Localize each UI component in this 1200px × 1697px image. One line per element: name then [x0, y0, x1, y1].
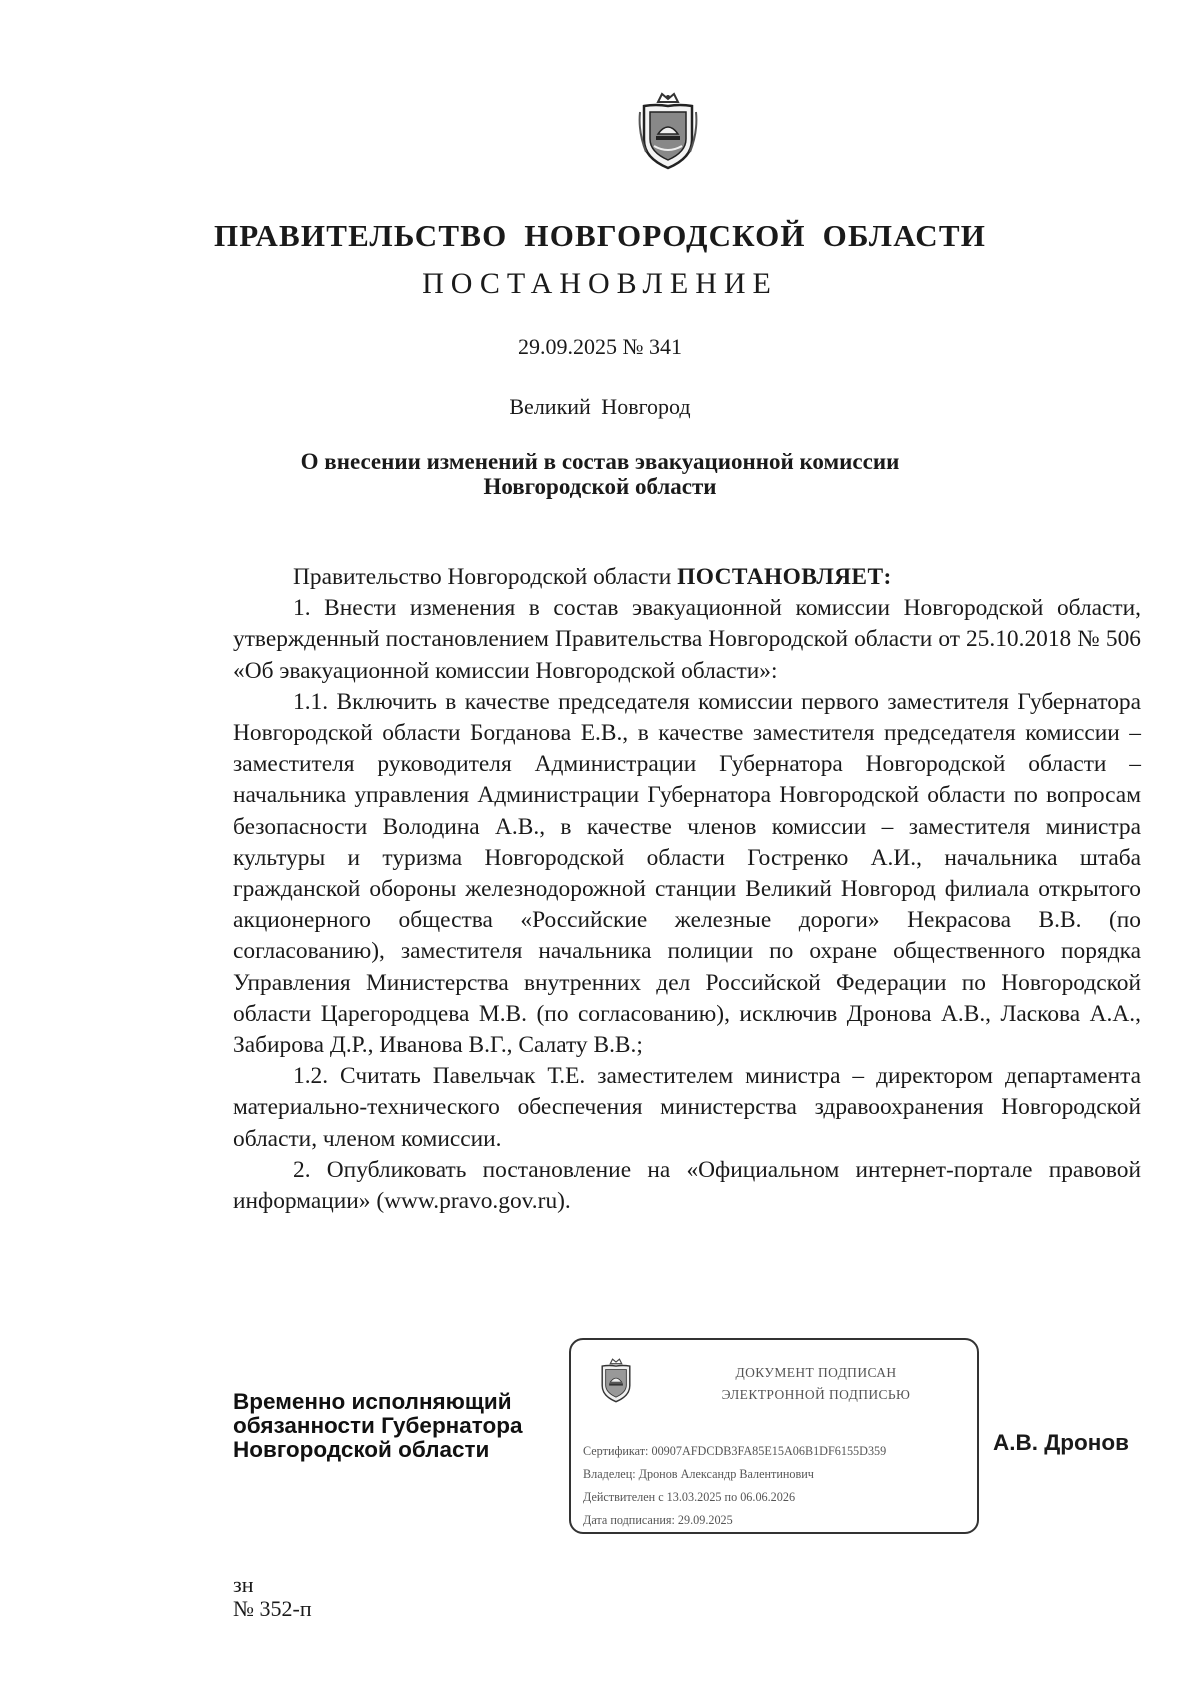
- signer-position-line: Новгородской области: [233, 1437, 490, 1462]
- document-title: [0, 449, 1200, 499]
- electronic-signature-stamp: [569, 1338, 979, 1534]
- paragraph-1: 1. Внести изменения в состав эвакуационной комиссии Новгородской области, утвержденный постановлением Правительства Новгородской области от 25.10.2018 № 506 «Об эвакуационной комиссии Новгородской области»:: [233, 595, 1141, 684]
- stamp-header-line: ДОКУМЕНТ ПОДПИСАН: [735, 1365, 897, 1380]
- decree-prefix: Правительство Новгородской области: [293, 564, 678, 590]
- stamp-header: [671, 1362, 961, 1406]
- internal-number: № 352-п: [233, 1596, 312, 1621]
- signer-name: А.В. Дронов: [993, 1430, 1129, 1455]
- document-city: Великий Новгород: [509, 394, 691, 419]
- document-title-line: О внесении изменений в состав эвакуационной комиссии: [300, 449, 900, 474]
- stamp-details: [583, 1440, 975, 1532]
- signer-position-line: Временно исполняющий: [233, 1389, 512, 1414]
- stamp-signed-date: Дата подписания: 29.09.2025: [583, 1513, 733, 1527]
- organization-heading: ПРАВИТЕЛЬСТВО НОВГОРОДСКОЙ ОБЛАСТИ: [213, 218, 987, 253]
- paragraph-1-1: 1.1. Включить в качестве председателя комиссии первого заместителя Губернатора Новгородской области Богданова Е.В., в качестве заместителя председателя комиссии – заместителя руководителя Администрации Губернатора Новгородской области – начальника управления Администрации Губернатора Новгородской области по вопросам безопасности Володина А.В., в качестве членов комиссии – заместителя министра культуры и туризма Новгородской области Гостренко А.И., начальника штаба гражданской обороны железнодорожной станции Великий Новгород филиала открытого акционерного общества «Российские железные дороги» Некрасова В.В. (по согласованию), заместителя начальника полиции по охране общественного порядка Управления Министерства внутренних дел Российской Федерации по Новгородской области Царегородцева М.В. (по согласованию), исключив Дронова А.В., Ласкова А.А., Забирова Д.Р., Иванова В.Г., Салату В.В.;: [233, 688, 1141, 1059]
- region-coat-of-arms-icon: [636, 92, 700, 172]
- paragraph-1-2: 1.2. Считать Павельчак Т.Е. заместителем министра – директором департамента материально-технического обеспечения министерства здравоохранения Новгородской области, членом комиссии.: [233, 1063, 1141, 1152]
- executor-initials: зн: [233, 1572, 254, 1597]
- paragraph-2: 2. Опубликовать постановление на «Официальном интернет-портале правовой информации» (www.pravo.gov.ru).: [233, 1156, 1141, 1215]
- document-title-line: Новгородской области: [483, 474, 717, 499]
- signer-position: [233, 1390, 523, 1462]
- stamp-owner: Владелец: Дронов Александр Валентинович: [583, 1467, 814, 1481]
- decree-word: ПОСТАНОВЛЯЕТ:: [677, 564, 892, 590]
- stamp-certificate: Сертификат: 00907AFDCDB3FA85E15A06B1DF6155D359: [583, 1444, 887, 1458]
- document-body: [233, 562, 1141, 1217]
- decree-paragraph: [233, 562, 1141, 593]
- stamp-validity: Действителен с 13.03.2025 по 06.06.2026: [583, 1490, 796, 1504]
- document-type: ПОСТАНОВЛЕНИЕ: [422, 267, 778, 300]
- signer-position-line: обязанности Губернатора: [233, 1413, 523, 1438]
- stamp-coat-of-arms-icon: [597, 1358, 635, 1404]
- document-footer: [233, 1573, 312, 1621]
- stamp-header-line: ЭЛЕКТРОННОЙ ПОДПИСЬЮ: [721, 1387, 911, 1402]
- document-date-number: 29.09.2025 № 341: [518, 334, 682, 359]
